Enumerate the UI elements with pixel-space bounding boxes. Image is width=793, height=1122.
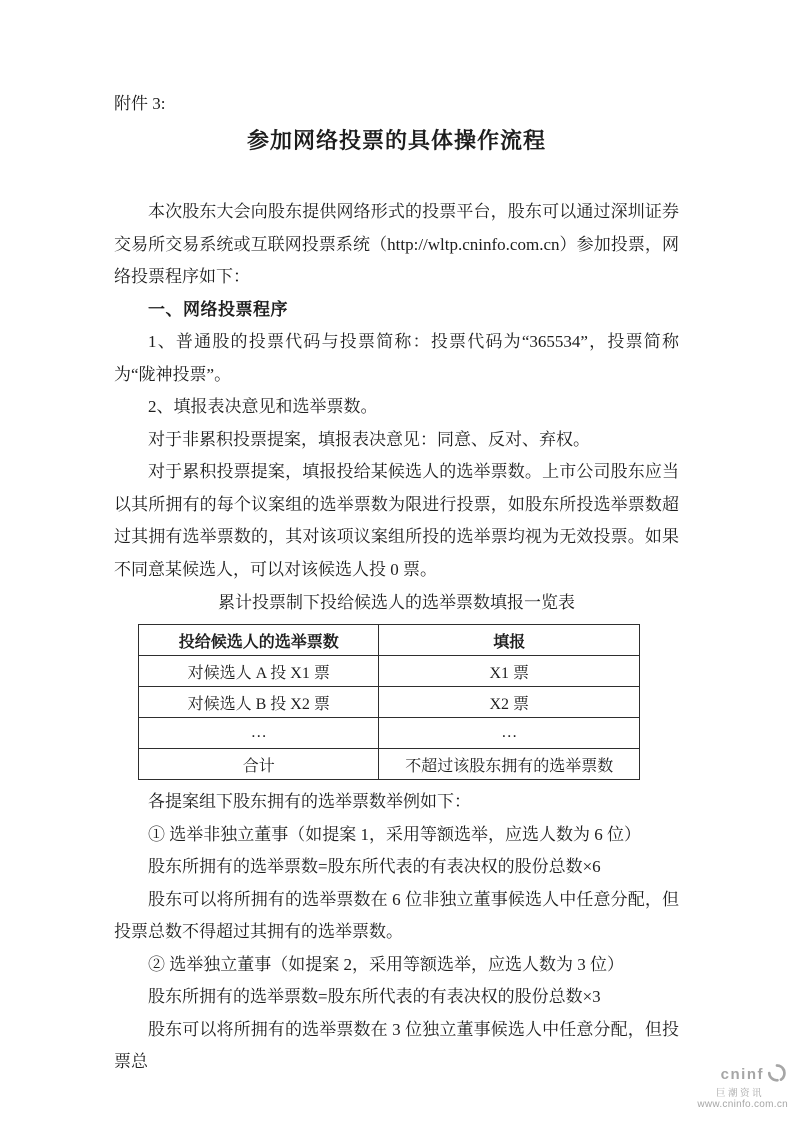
cninfo-brand-text: cninf xyxy=(720,1066,764,1083)
paragraph-formula-x6: 股东所拥有的选举票数=股东所代表的有表决权的股份总数×6 xyxy=(148,857,601,876)
table-header-cell: 投给候选人的选举票数 xyxy=(139,625,379,656)
cninfo-logo xyxy=(697,1063,788,1111)
table-cell: 合计 xyxy=(139,749,379,780)
paragraph-example-intro: 各提案组下股东拥有的选举票数举例如下： xyxy=(148,792,471,811)
table-cell: X1 票 xyxy=(379,656,640,687)
document-content xyxy=(114,94,679,1079)
paragraph-distribute-3: 股东可以将所拥有的选举票数在 3 位独立董事候选人中任意分配，但投票总 xyxy=(114,1019,679,1071)
table-caption: 累计投票制下投给候选人的选举票数填报一览表 xyxy=(218,593,575,612)
attachment-label: 附件 3: xyxy=(114,94,166,113)
table-cell: X2 票 xyxy=(379,687,640,718)
cninfo-chinese-name: 巨潮资讯 xyxy=(715,1087,764,1099)
table-row xyxy=(139,749,640,780)
document-body xyxy=(114,196,679,1079)
paragraph-cumulative: 对于累积投票提案，填报投给某候选人的选举票数。上市公司股东应当以其所拥有的每个议案组的选举票数为限进行投票，如股东所投选举票数超过其拥有选举票数的，其对该项议案组所投的选举票均视为无效投票。如果不同意某候选人，可以对该候选人投 0 票。 xyxy=(114,462,679,579)
cninfo-brand-row xyxy=(697,1063,788,1087)
paragraph-formula-x3: 股东所拥有的选举票数=股东所代表的有表决权的股份总数×3 xyxy=(148,987,601,1006)
table-cell: 对候选人 A 投 X1 票 xyxy=(139,656,379,687)
vote-count-table xyxy=(138,624,640,780)
table-row xyxy=(139,718,640,749)
paragraph-elect-non-independent: ① 选举非独立董事（如提案 1，采用等额选举，应选人数为 6 位） xyxy=(148,824,641,844)
table-cell: … xyxy=(379,718,640,749)
table-header-row xyxy=(139,625,640,656)
table-cell: … xyxy=(139,718,379,749)
cninfo-swirl-icon xyxy=(766,1063,788,1087)
paragraph-non-cumulative: 对于非累积投票提案，填报表决意见：同意、反对、弃权。 xyxy=(148,429,590,449)
paragraph-fill-opinion: 2、填报表决意见和选举票数。 xyxy=(148,397,378,416)
intro-paragraph: 本次股东大会向股东提供网络形式的投票平台，股东可以通过深圳证券交易所交易系统或互联网投票系统（http://wltp.cninfo.com.cn）参加投票，网络投票程序如下： xyxy=(114,202,679,286)
section-heading-voting-procedure: 一、网络投票程序 xyxy=(148,299,288,319)
paragraph-elect-independent: ② 选举独立董事（如提案 2，采用等额选举，应选人数为 3 位） xyxy=(148,954,624,974)
cninfo-website: www.cninfo.com.cn xyxy=(697,1099,788,1110)
table-cell: 不超过该股东拥有的选举票数 xyxy=(379,749,640,780)
table-cell: 对候选人 B 投 X2 票 xyxy=(139,687,379,718)
page-title: 参加网络投票的具体操作流程 xyxy=(246,128,546,153)
table-header-cell: 填报 xyxy=(379,625,640,656)
after-table-section xyxy=(114,786,679,1079)
paragraph-distribute-6: 股东可以将所拥有的选举票数在 6 位非独立董事候选人中任意分配，但投票总数不得超过其拥有的选举票数。 xyxy=(114,889,679,941)
paragraph-vote-code: 1、普通股的投票代码与投票简称：投票代码为“365534”，投票简称为“陇神投票”。 xyxy=(114,332,679,384)
table-row xyxy=(139,687,640,718)
table-row xyxy=(139,656,640,687)
